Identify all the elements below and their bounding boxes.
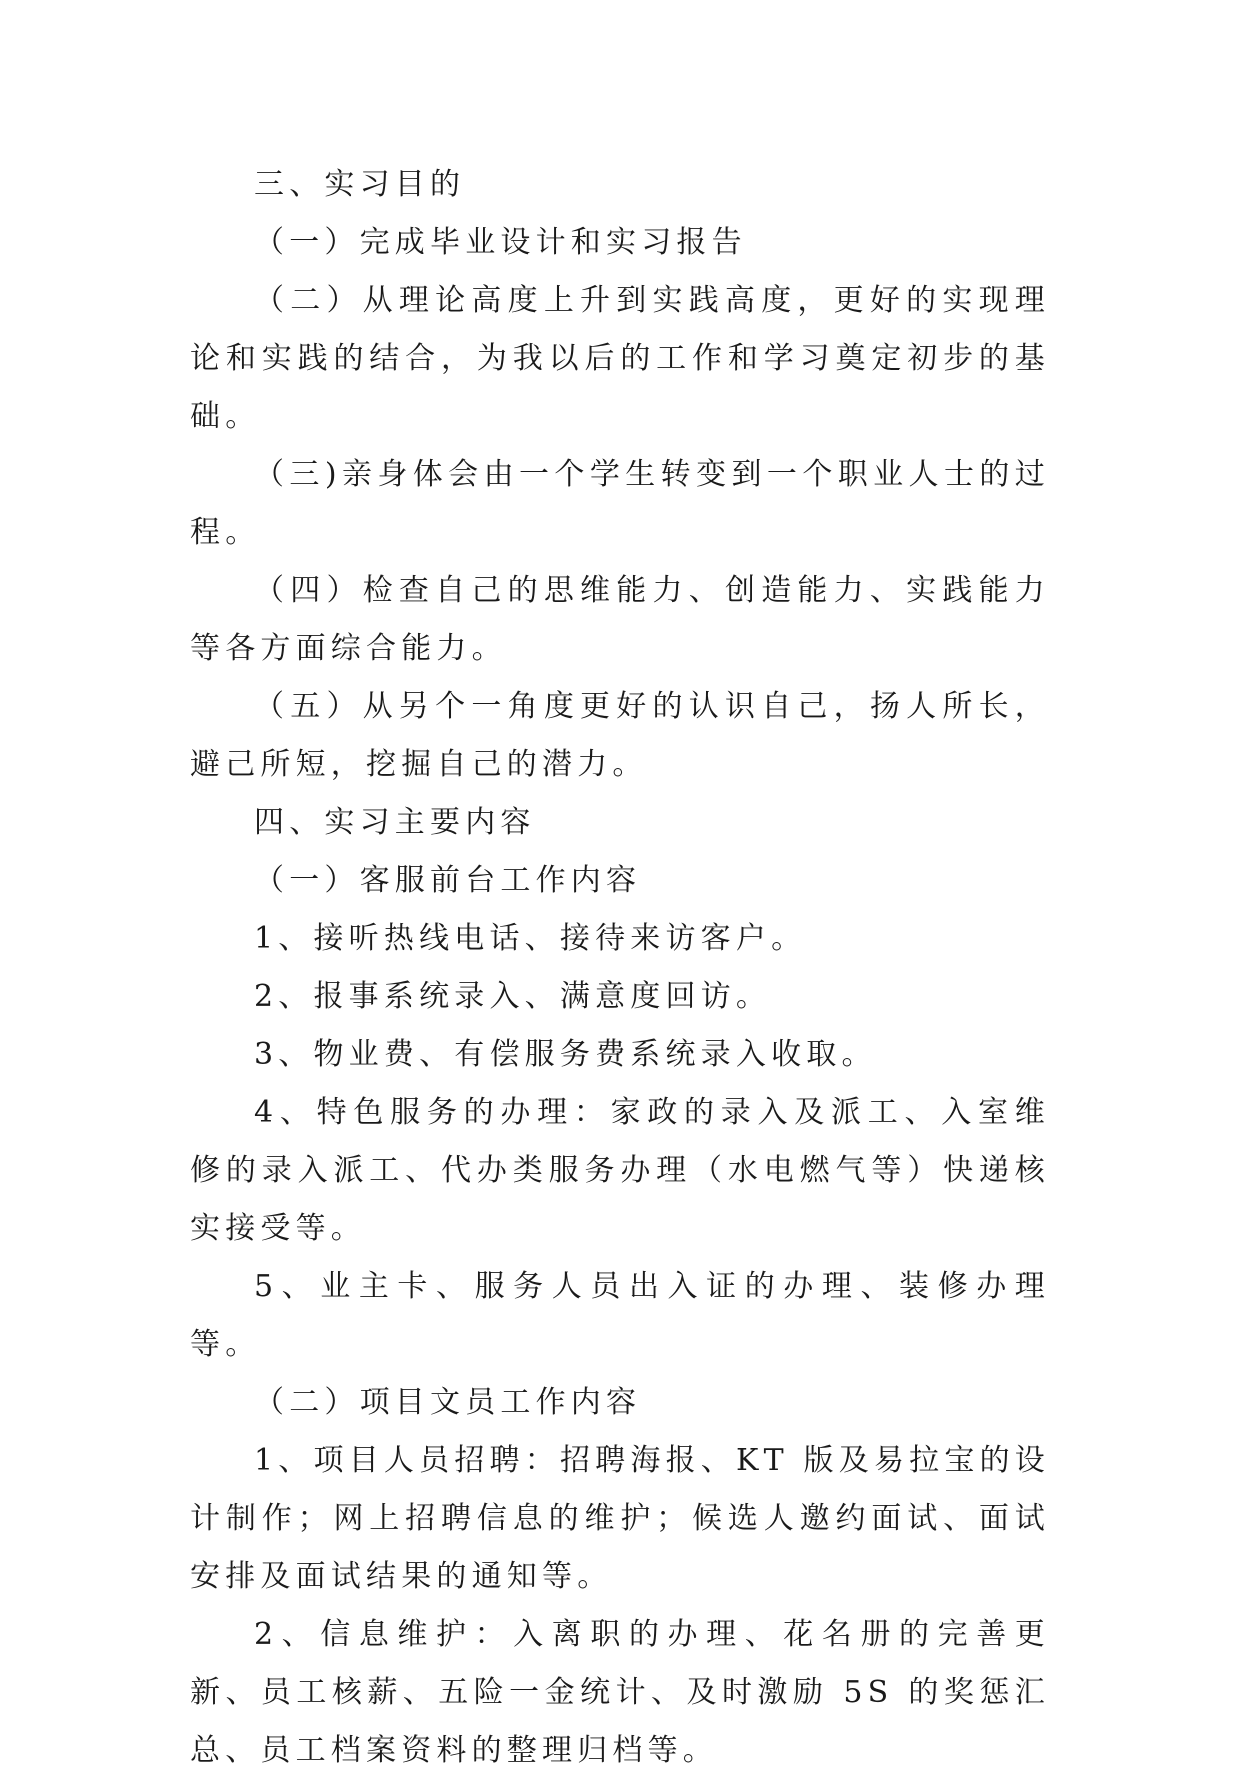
paragraph: （一）完成毕业设计和实习报告 bbox=[254, 225, 747, 260]
paragraph: （二）项目文员工作内容 bbox=[254, 1385, 642, 1420]
list-item: 1、项目人员招聘：招聘海报、KT 版及易拉宝的设计制作；网上招聘信息的维护；候选人邀约面试、面试安排及面试结果的通知等。 bbox=[190, 1443, 1050, 1594]
section-heading: 三、实习目的 bbox=[254, 167, 466, 202]
section-heading: 四、实习主要内容 bbox=[254, 805, 536, 840]
list-item: 1、接听热线电话、接待来访客户。 bbox=[254, 921, 807, 956]
paragraph: （四）检查自己的思维能力、创造能力、实践能力等各方面综合能力。 bbox=[190, 573, 1050, 666]
list-item: 2、信息维护：入离职的办理、花名册的完善更新、员工核薪、五险一金统计、及时激励 5S 的奖惩汇总、员工档案资料的整理归档等。 bbox=[190, 1617, 1050, 1768]
list-item: 4、特色服务的办理：家政的录入及派工、入室维修的录入派工、代办类服务办理（水电燃气等）快递核实接受等。 bbox=[190, 1095, 1050, 1246]
paragraph: （一）客服前台工作内容 bbox=[254, 863, 642, 898]
paragraph: （五）从另个一角度更好的认识自己，扬人所长，避己所短，挖掘自己的潜力。 bbox=[190, 689, 1050, 782]
document-body bbox=[190, 156, 1050, 1780]
list-item: 2、报事系统录入、满意度回访。 bbox=[254, 979, 772, 1014]
paragraph: （三)亲身体会由一个学生转变到一个职业人士的过程。 bbox=[190, 457, 1050, 550]
paragraph: （二）从理论高度上升到实践高度，更好的实现理论和实践的结合，为我以后的工作和学习奠定初步的基础。 bbox=[190, 283, 1050, 434]
list-item: 3、物业费、有偿服务费系统录入收取。 bbox=[254, 1037, 877, 1072]
list-item: 5、业主卡、服务人员出入证的办理、装修办理等。 bbox=[190, 1269, 1050, 1362]
